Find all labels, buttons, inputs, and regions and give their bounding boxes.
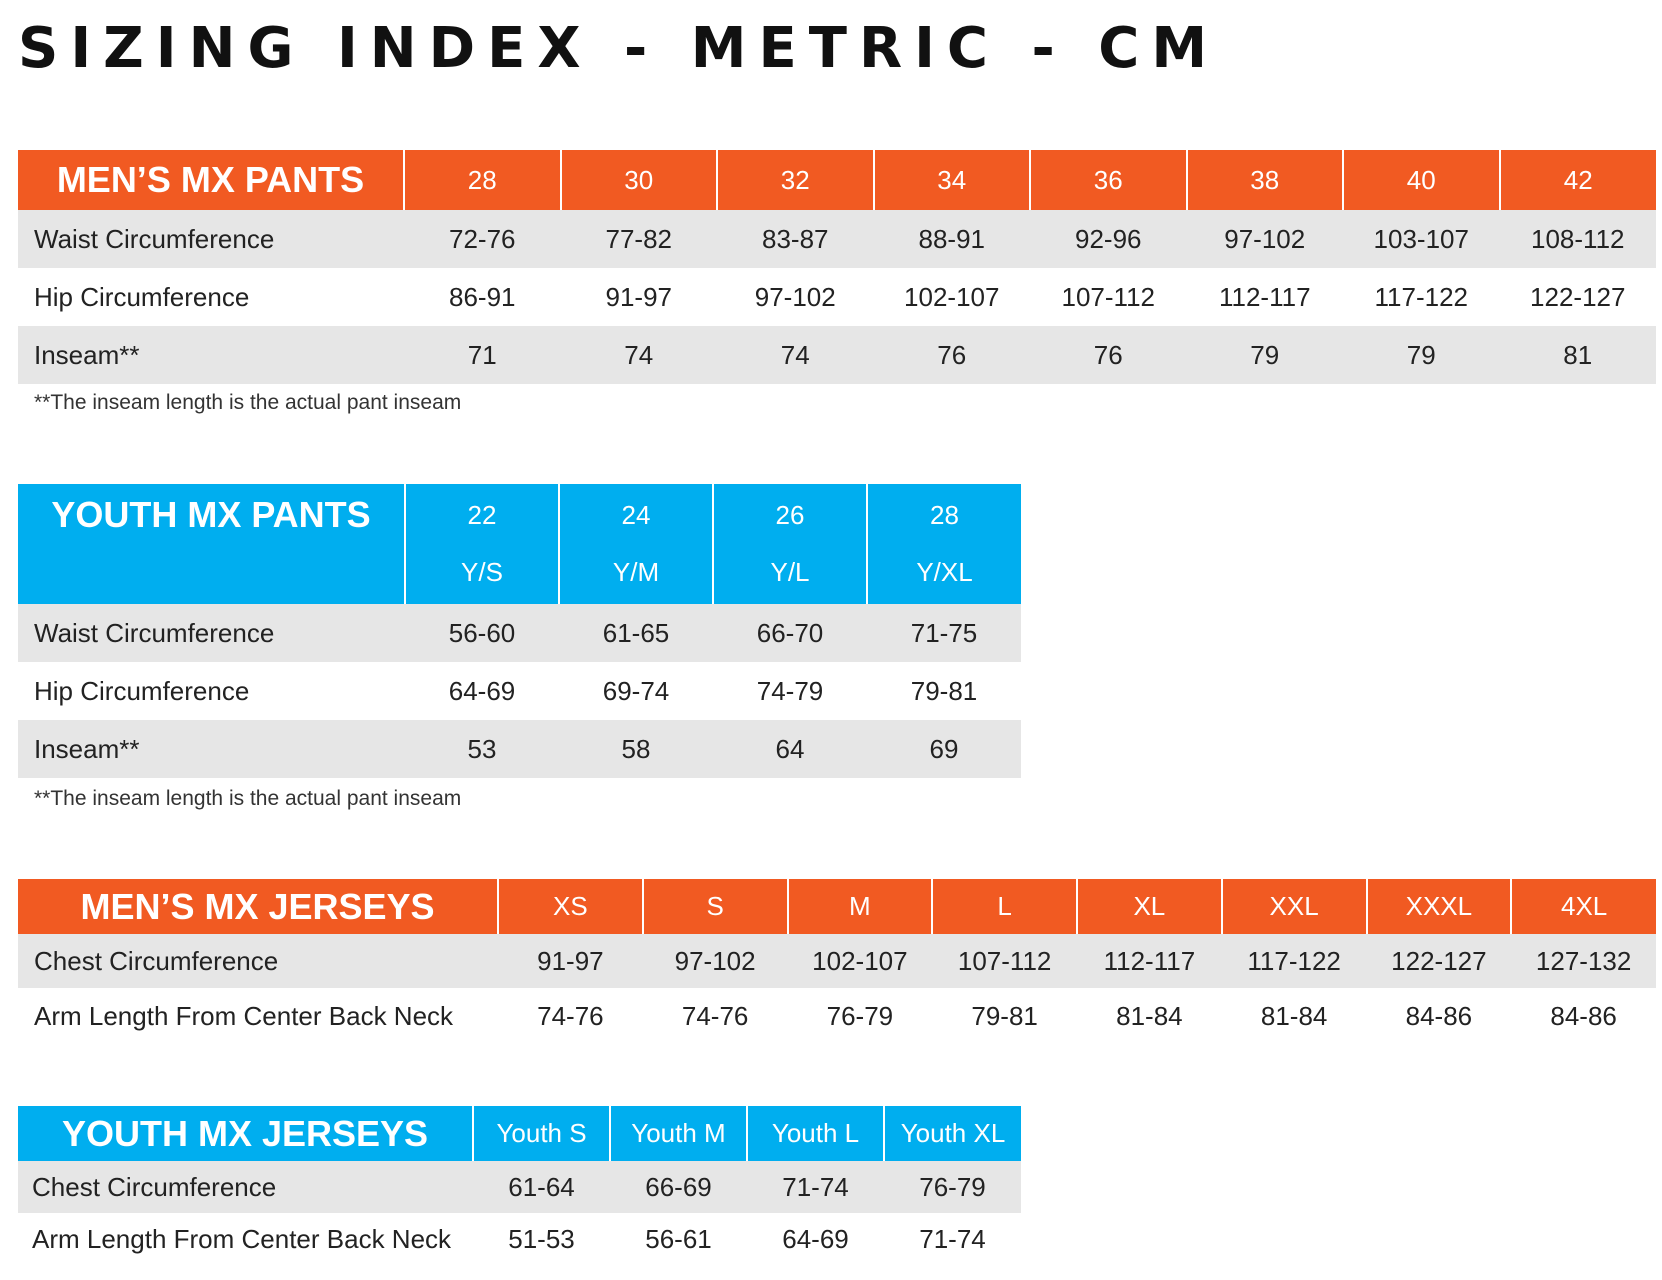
size-header: 42 <box>1500 150 1657 210</box>
table-cell: 127-132 <box>1511 934 1656 988</box>
table-cell: 91-97 <box>498 934 643 988</box>
mens-jerseys-header-row <box>18 879 1656 934</box>
table-cell: 86-91 <box>449 281 516 312</box>
size-header: 28 <box>404 150 561 210</box>
table-cell: 64-69 <box>782 1223 849 1254</box>
table-row <box>18 604 1021 662</box>
table-cell: 74 <box>717 326 874 384</box>
size-number: 22 <box>467 500 497 530</box>
size-header: 4XL <box>1511 879 1656 934</box>
table-cell: 84-86 <box>1405 1000 1473 1031</box>
row-label: Chest Circumference <box>18 1161 473 1213</box>
table-cell: 102-107 <box>788 934 933 988</box>
table-cell: 76-79 <box>884 1161 1021 1213</box>
size-header: 30 <box>561 150 718 210</box>
table-cell: 71-75 <box>867 604 1021 662</box>
table-cell: 103-107 <box>1343 210 1500 268</box>
size-header: XL <box>1077 879 1222 934</box>
table-cell: 83-87 <box>717 210 874 268</box>
table-cell: 69-74 <box>602 675 670 706</box>
table-cell: 61-65 <box>559 604 713 662</box>
size-header: L <box>932 879 1077 934</box>
table-cell: 117-122 <box>1222 934 1367 988</box>
table-cell: 81-84 <box>1260 1000 1328 1031</box>
size-number: 24 <box>621 500 651 530</box>
table-cell: 97-102 <box>643 934 788 988</box>
size-header: 38 <box>1187 150 1344 210</box>
table-cell: 64 <box>713 720 867 778</box>
size-header: 36 <box>1030 150 1187 210</box>
size-header: 34 <box>874 150 1031 210</box>
row-label: Hip Circumference <box>34 281 250 312</box>
table-cell: 91-97 <box>605 281 672 312</box>
table-cell: 66-70 <box>713 604 867 662</box>
table-cell: 112-117 <box>1077 934 1222 988</box>
table-row <box>18 268 1656 326</box>
table-cell: 74-76 <box>681 1000 749 1031</box>
table-cell: 81 <box>1500 326 1657 384</box>
table-cell: 108-112 <box>1500 210 1657 268</box>
table-cell: 76-79 <box>826 1000 894 1031</box>
page-title: SIZING INDEX - METRIC - CM <box>18 16 1220 81</box>
table-cell: 97-102 <box>1187 210 1344 268</box>
size-number: 26 <box>775 500 805 530</box>
table-row <box>18 662 1021 720</box>
table-cell: 79 <box>1187 326 1344 384</box>
size-header: XS <box>498 879 643 934</box>
youth-jerseys-title: YOUTH MX JERSEYS <box>18 1106 473 1161</box>
size-header: XXXL <box>1367 879 1512 934</box>
table-row <box>18 988 1656 1044</box>
row-label: Chest Circumference <box>18 934 498 988</box>
size-header <box>867 484 1021 604</box>
size-header: Youth L <box>747 1106 884 1161</box>
table-row <box>18 1161 1021 1213</box>
size-header: Youth S <box>473 1106 610 1161</box>
row-label: Waist Circumference <box>18 604 405 662</box>
table-cell: 69 <box>867 720 1021 778</box>
size-header <box>405 484 559 604</box>
size-code: Y/M <box>612 557 660 587</box>
mens-jerseys-title: MEN’S MX JERSEYS <box>18 879 498 934</box>
table-cell: 56-60 <box>405 604 559 662</box>
table-row <box>18 326 1656 384</box>
table-cell: 66-69 <box>610 1161 747 1213</box>
size-code: Y/XL <box>916 557 973 587</box>
table-cell: 122-127 <box>1530 281 1626 312</box>
table-cell: 77-82 <box>561 210 718 268</box>
row-label: Hip Circumference <box>34 675 250 706</box>
size-header: S <box>643 879 788 934</box>
table-cell: 79-81 <box>971 1000 1038 1031</box>
table-cell: 79-81 <box>910 675 978 706</box>
table-cell: 112-117 <box>1218 281 1311 312</box>
table-cell: 58 <box>559 720 713 778</box>
table-row <box>18 210 1656 268</box>
table-cell: 76 <box>1030 326 1187 384</box>
youth-jerseys-header-row <box>18 1106 1021 1161</box>
table-cell: 71-74 <box>747 1161 884 1213</box>
table-cell: 102-107 <box>904 281 1000 312</box>
table-cell: 88-91 <box>874 210 1031 268</box>
table-cell: 76 <box>874 326 1031 384</box>
table-row <box>18 720 1021 778</box>
table-cell: 72-76 <box>404 210 561 268</box>
size-code: Y/L <box>770 557 810 587</box>
row-label: Arm Length From Center Back Neck <box>32 1223 452 1254</box>
table-row <box>18 1213 1021 1265</box>
youth-pants-title: YOUTH MX PANTS <box>18 484 405 604</box>
mens-jerseys-table <box>18 879 1656 1044</box>
table-row <box>18 934 1656 988</box>
row-label: Arm Length From Center Back Neck <box>34 1000 454 1031</box>
youth-jerseys-table <box>18 1106 1021 1265</box>
table-cell: 71-74 <box>919 1223 986 1254</box>
size-header: 32 <box>717 150 874 210</box>
size-header: XXL <box>1222 879 1367 934</box>
table-cell: 122-127 <box>1367 934 1512 988</box>
size-header <box>559 484 713 604</box>
row-label: Inseam** <box>18 326 404 384</box>
table-cell: 51-53 <box>508 1223 575 1254</box>
table-cell: 97-102 <box>754 281 836 312</box>
table-cell: 56-61 <box>645 1223 712 1254</box>
table-cell: 107-112 <box>1061 281 1155 312</box>
table-cell: 61-64 <box>473 1161 610 1213</box>
table-cell: 53 <box>405 720 559 778</box>
size-number: 28 <box>930 500 959 530</box>
table-cell: 84-86 <box>1550 1000 1617 1031</box>
size-header: M <box>788 879 933 934</box>
table-cell: 74-76 <box>537 1000 604 1031</box>
table-cell: 74-79 <box>756 675 824 706</box>
table-cell: 64-69 <box>448 675 516 706</box>
size-header <box>713 484 867 604</box>
size-header: Youth M <box>610 1106 747 1161</box>
table-cell: 92-96 <box>1030 210 1187 268</box>
table-cell: 117-122 <box>1374 281 1468 312</box>
row-label: Inseam** <box>18 720 405 778</box>
table-cell: 74 <box>561 326 718 384</box>
table-cell: 81-84 <box>1116 1000 1183 1031</box>
inseam-note: **The inseam length is the actual pant inseam <box>34 391 462 414</box>
row-label: Waist Circumference <box>18 210 404 268</box>
size-code: Y/S <box>461 557 503 587</box>
mens-pants-table <box>18 150 1656 384</box>
mens-pants-title: MEN’S MX PANTS <box>18 150 404 210</box>
youth-pants-table <box>18 484 1021 778</box>
mens-pants-header-row <box>18 150 1656 210</box>
youth-pants-header-row <box>18 484 1021 604</box>
table-cell: 79 <box>1343 326 1500 384</box>
table-cell: 71 <box>404 326 561 384</box>
inseam-note: **The inseam length is the actual pant inseam <box>34 787 462 810</box>
table-cell: 107-112 <box>932 934 1077 988</box>
size-header: Youth XL <box>884 1106 1021 1161</box>
size-header: 40 <box>1343 150 1500 210</box>
